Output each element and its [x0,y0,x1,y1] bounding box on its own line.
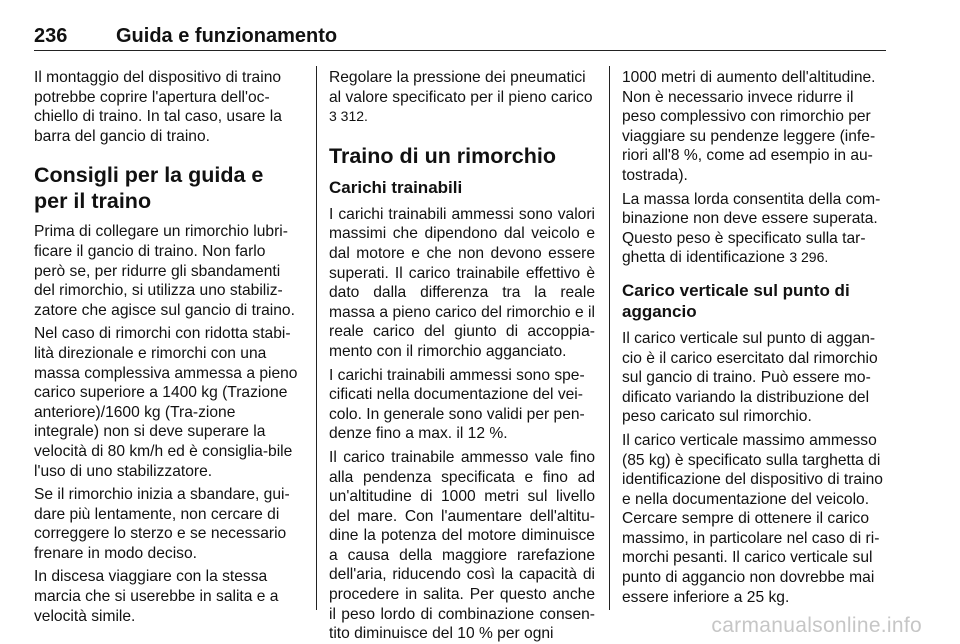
paragraph-lubricate-hitch: Prima di collegare un rimorchio lubri-ficare il gancio di traino. Non farlo però se, per ridurre gli sbandamenti del rimorchio, si utilizza uno stabiliz-zatore che agisce sul gancio di traino. [34,223,295,319]
column-right [622,68,888,612]
heading-vertical-load: Carico verticale sul punto di aggancio [622,280,850,321]
paragraph-tyre-pressure [329,68,595,127]
page-reference-link[interactable]: 3 296. [789,249,829,266]
paragraph-downhill-gear: In discesa viaggiare con la stessa marcia che si userebbe in salita e a velocità simile. [34,568,279,625]
paragraph-gross-mass [622,190,888,268]
column-left [34,68,300,625]
gross-mass-text: La massa lorda consentita della com-binazione non deve essere superata. Questo peso è specificato sulla tar-ghetta di identificazione [622,190,881,267]
column-divider [316,66,317,610]
chapter-title: Guida e funzionamento [116,25,338,47]
paragraph-trailer-sway: Se il rimorchio inizia a sbandare, gui-dare più lentamente, non cercare di correggere lo sterzo e se necessario frenare in modo deciso. [34,486,290,562]
column-middle [329,68,595,643]
paragraph-max-loads: I carichi trainabili ammessi sono valori massimi che dipendono dal veicolo e dal motore e che non devono essere superati. Il carico trainabile effettivo è dato dalla differenza tra la reale massa a pieno carico del rimorchio e il reale carico del giunto di accoppia-mento con il rimorchio agganciato. [329,205,595,360]
page-reference-link[interactable]: 3 312. [329,108,368,125]
column-divider [609,66,610,610]
watermark-text: carmanualsonline.info [711,614,922,637]
heading-towing-trailer: Traino di un rimorchio [329,143,556,168]
paragraph-altitude-continued: 1000 metri di aumento dell'altitudine. Non è necessario invece ridurre il peso complessivo con rimorchio per viaggiare su pendenze leggere (infe-riori all'8 %, come ad esempio in au-tostrada). [622,69,876,184]
paragraph-vertical-load-definition: Il carico verticale sul punto di aggan-cio è il carico esercitato dal rimorchio sul gancio di traino. Può essere mo-dificato variando la distribuzione del peso caricato sul rimorchio. [622,329,878,426]
heading-driving-tips: Consigli per la guida e per il traino [34,163,264,214]
paragraph-speed-limit: Nel caso di rimorchi con ridotta stabi-lità direzionale e rimorchi con una massa complessiva ammessa a pieno carico superiore a 1400 kg (Trazione anteriore)/1600 kg (Tra-zione integrale) non si deve superare la velocità di 80 km/h ed è consiglia-bile l'uso di uno stabilizzatore. [34,325,298,480]
page-header [34,24,886,51]
paragraph-documentation: I carichi trainabili ammessi sono spe-cificati nella documentazione del vei-colo. In generale sono validi per pen-denze fino a max. il 12 %. [329,366,585,443]
tyre-pressure-text: Regolare la pressione dei pneumatici al valore specificato per il pieno carico [329,69,593,106]
heading-trailer-loads: Carichi trainabili [329,177,463,197]
paragraph-towing-eye: Il montaggio del dispositivo di traino potrebbe coprire l'apertura dell'oc-chiello di traino. In tal caso, usare la barra del gancio di traino. [34,69,282,145]
page-number: 236 [34,25,68,47]
paragraph-vertical-load-max: Il carico verticale massimo ammesso (85 kg) è specificato sulla targhetta di identificazione del dispositivo di traino e nella documentazione del veicolo. Cercare sempre di ottenere il carico massimo, in particolare nel caso di ri-morchi pesanti. Il carico verticale sul punto di aggancio non dovrebbe mai essere inferiore a 25 kg. [622,431,883,606]
paragraph-altitude: Il carico trainabile ammesso vale fino alla pendenza specificata e fino ad un'altitudine di 1000 metri sul livello del mare. Con l'aumentare dell'altitu-dine la potenza del motore diminuisce a causa della maggiore rarefazione dell'aria, riducendo così la capacità di procedere in salita. Per questo anche il peso lordo di combinazione consen-tito diminuisce del 10 % per ogni [329,448,595,643]
